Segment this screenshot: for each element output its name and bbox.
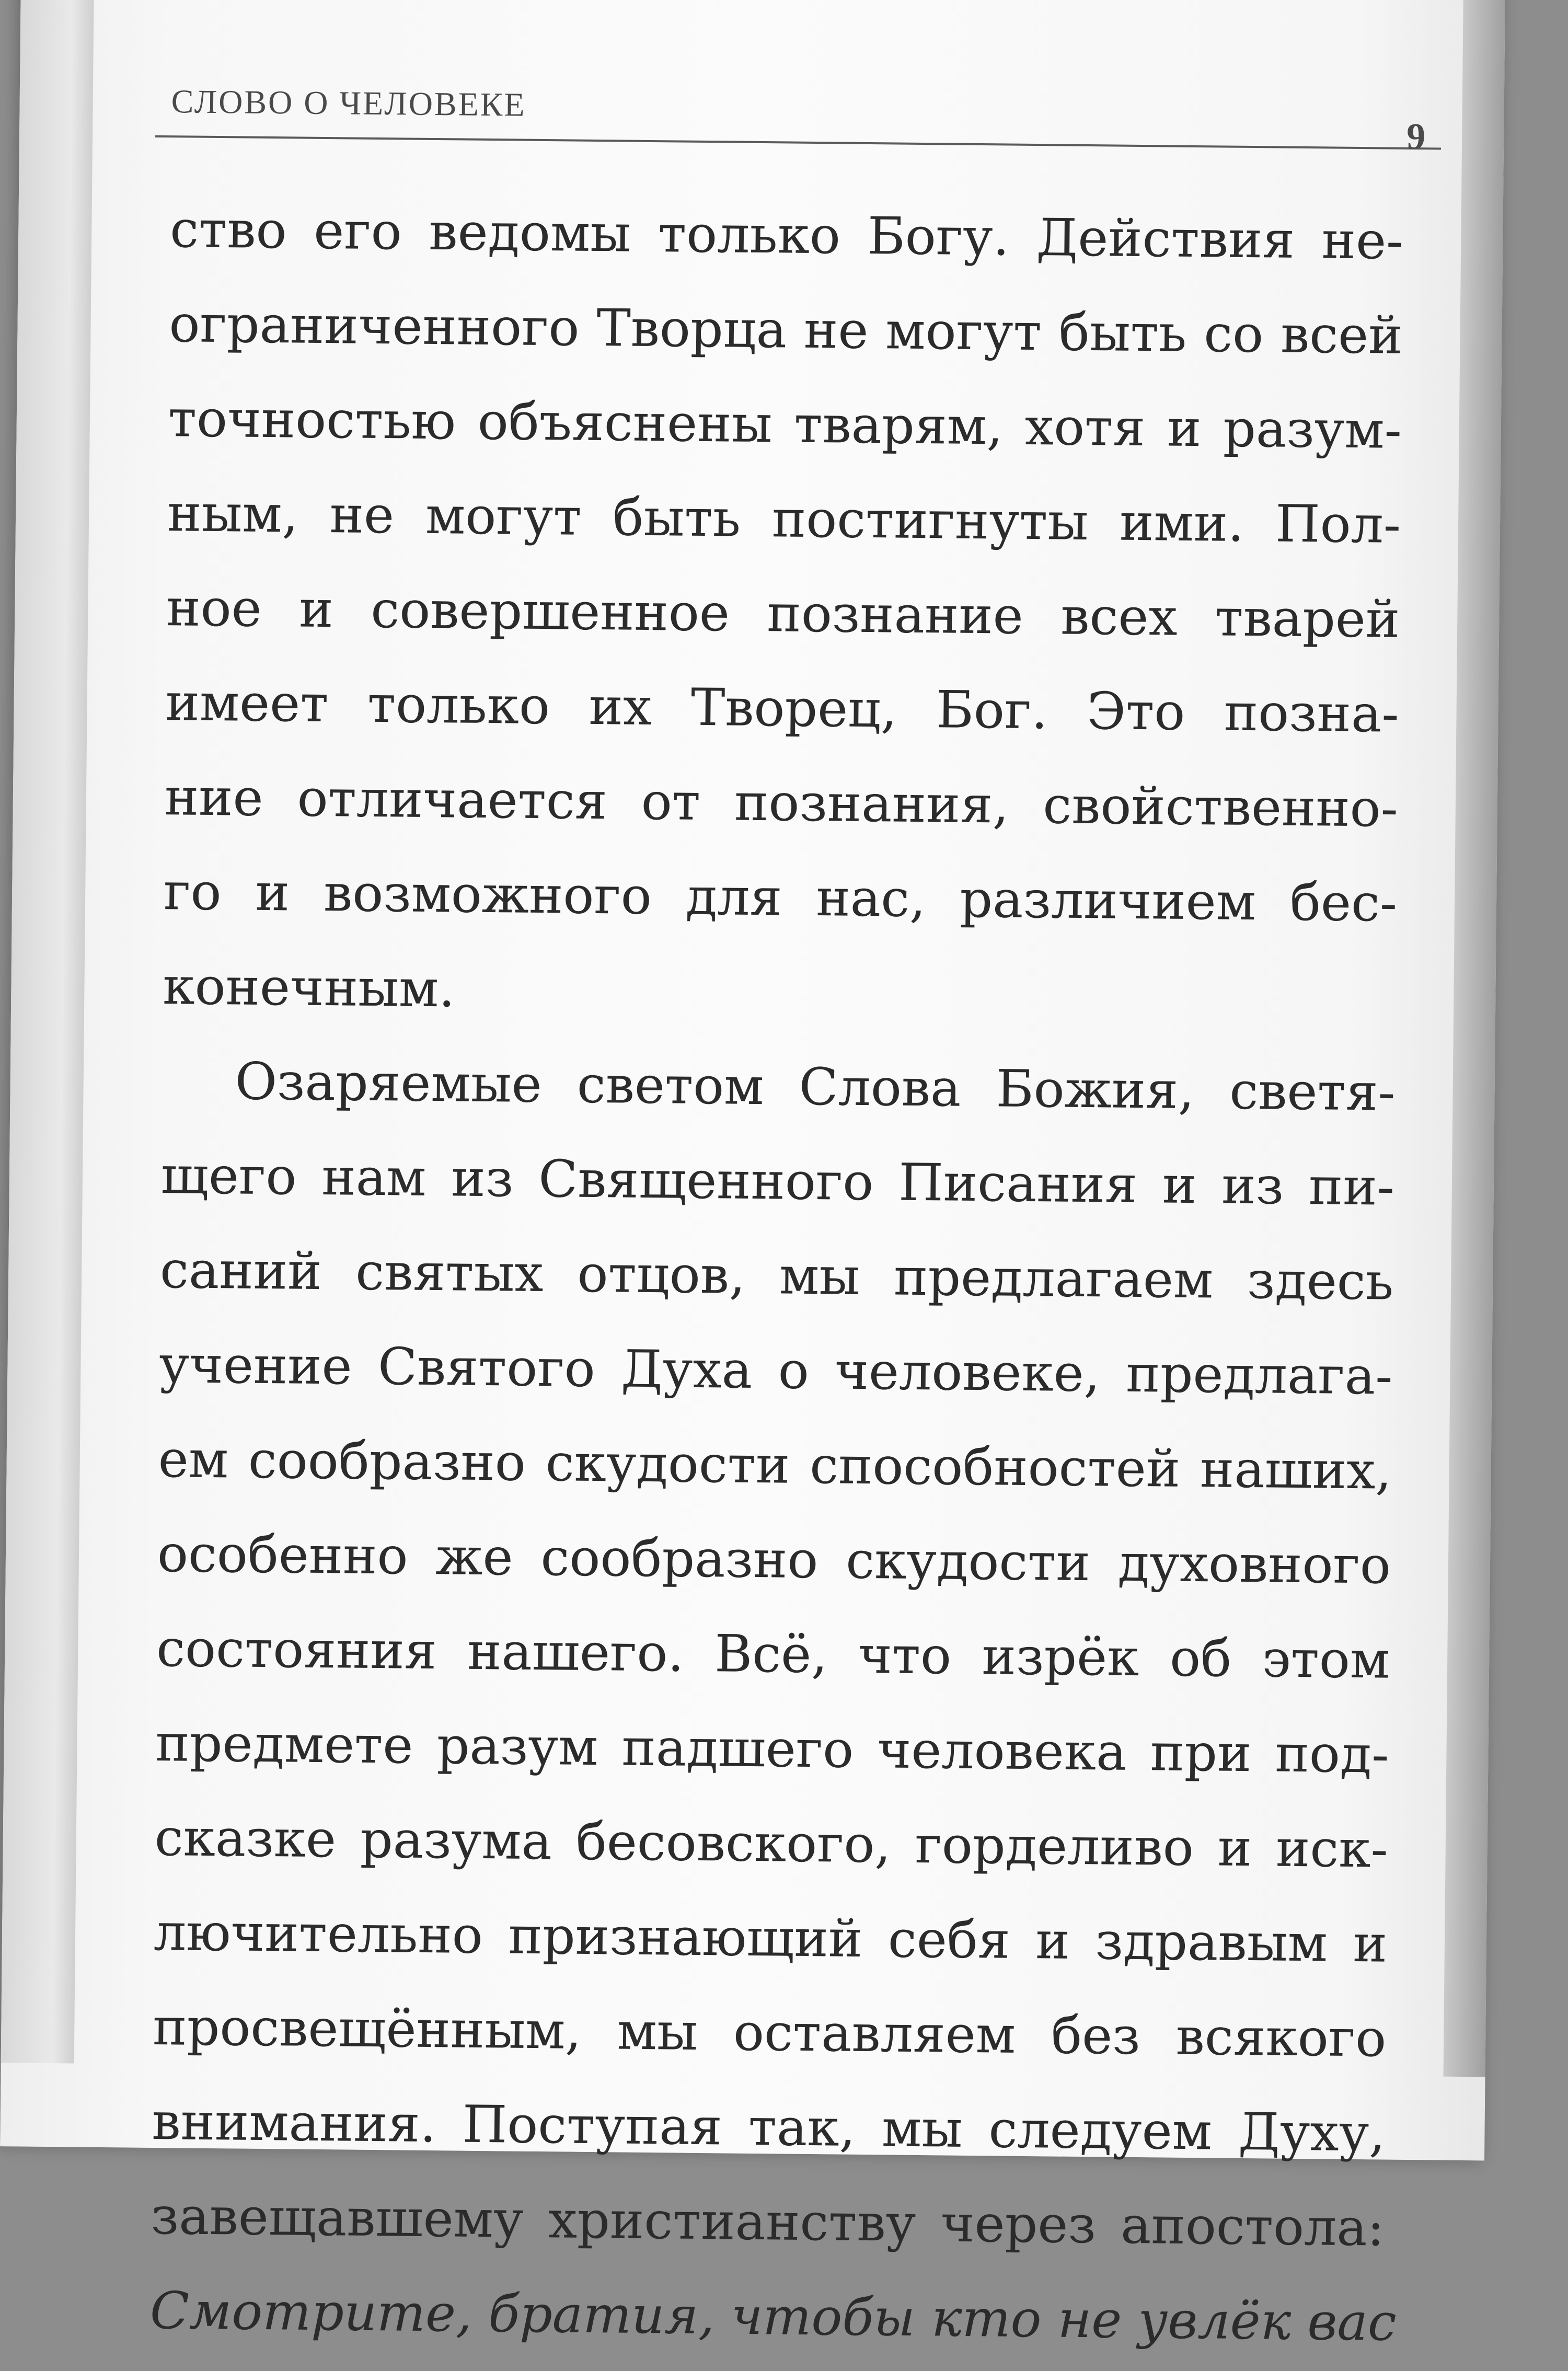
text-line: ным, не могут быть постигнуты ими. Пол- [167, 484, 1401, 555]
text-line: просвещённым, мы оставляем без всякого [152, 1997, 1387, 2069]
text-line: состояния нашего. Всё, что изрёк об этом [156, 1619, 1390, 1690]
right-page-edge [1444, 0, 1505, 2077]
text-line: ние отличается от познания, свойственно- [164, 767, 1399, 839]
text-line: ем сообразно скудости способностей наших, [158, 1430, 1392, 1501]
running-head [155, 78, 1442, 158]
body-text [149, 182, 1404, 2370]
text-line: ное и совершенное познание всех тварей [166, 578, 1400, 650]
italic-quote-line: Смотрите, братия, чтобы кто не увлёк вас [149, 2281, 1397, 2353]
text-line: точностью объяснены тварям, хотя и разум- [168, 389, 1402, 461]
text-line: предмете разум падшего человека при под- [155, 1713, 1389, 1785]
text-line: внимания. Поступая так, мы следуем Духу, [152, 2091, 1386, 2163]
running-head-title: СЛОВО О ЧЕЛОВЕКЕ [171, 83, 526, 123]
text-line: саний святых отцов, мы предлагаем здесь [159, 1240, 1394, 1312]
text-line: особенно же сообразно скудости духовного [157, 1524, 1391, 1596]
page-number: 9 [1406, 115, 1426, 158]
text-line: лючительно признающий себя и здравым и [153, 1902, 1388, 1974]
left-page-edge [1, 0, 94, 2064]
text-line: завещавшему христианству через апостола: [151, 2186, 1385, 2258]
text-line: го и возможного для нас, различием бес- [163, 862, 1398, 934]
text-line: ство его ведомы только Богу. Действия не- [169, 200, 1404, 271]
paragraph-end-line: конечным. [162, 957, 456, 1019]
paragraph-first-line: Озаряемые светом Слова Божия, светя- [235, 1052, 1396, 1123]
text-line: имеет только их Творец, Бог. Это позна- [165, 673, 1400, 744]
text-line: ограниченного Творца не могут быть со всей [169, 294, 1403, 366]
text-line: учение Святого Духа о человеке, предлага- [158, 1335, 1393, 1407]
text-line: щего нам из Священного Писания и из пи- [160, 1146, 1395, 1217]
text-line: сказке разума бесовского, горделиво и иск- [154, 1808, 1389, 1880]
